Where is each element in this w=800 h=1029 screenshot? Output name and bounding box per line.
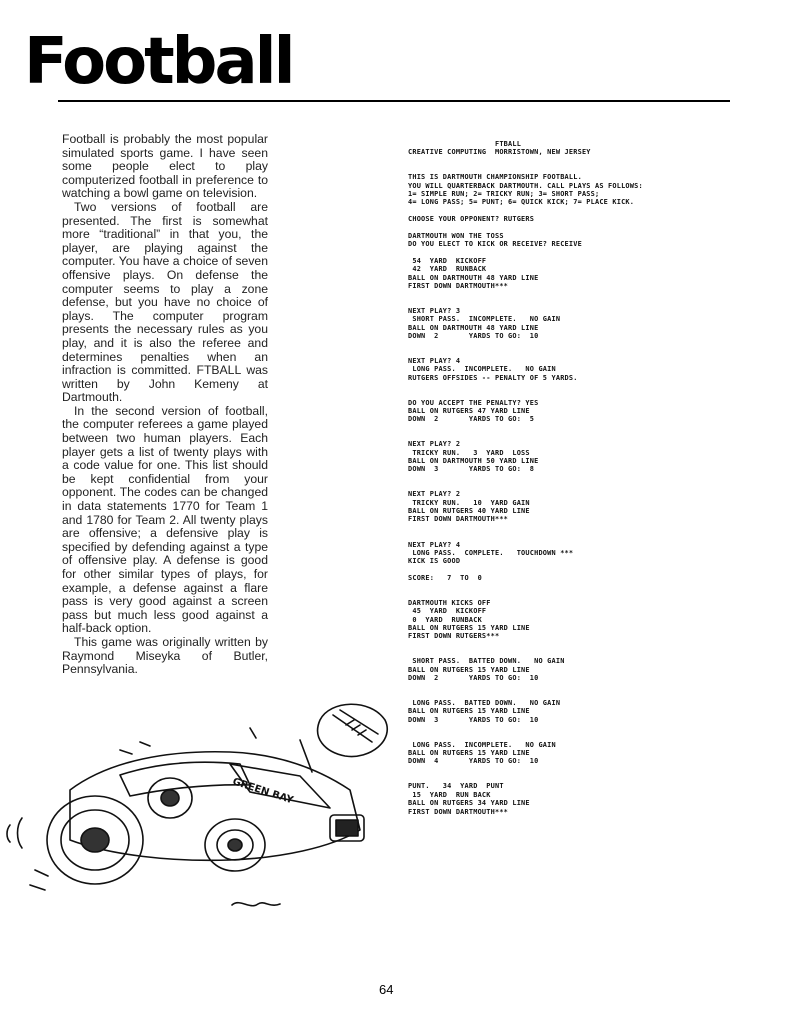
body-paragraph: In the second version of football, the computer referees a game played between two human players. Each player gets a list of twenty plays with a code value for one. This list should be kept confidential from your opponent. The codes can be changed in data statements 1770 for Team 1 and 1780 for Team 2. All twenty plays are offensive; a defensive play is specified by defending against a type of offensive play. A defense is good for other similar types of plays, for example, a defense against a flare pass is very good against a screen pass but much less good against a half-back option.	[62, 403, 268, 636]
listing-line: 1= SIMPLE RUN; 2= TRICKY RUN; 3= SHORT PASS;	[408, 190, 600, 199]
listing-line: 0 YARD RUNBACK	[408, 615, 482, 624]
listing-line: NEXT PLAY? 4	[408, 356, 461, 365]
listing-line: PUNT. 34 YARD PUNT	[408, 782, 504, 791]
listing-line	[408, 424, 768, 432]
listing-line: FIRST DOWN DARTMOUTH***	[408, 281, 509, 290]
listing-line	[408, 223, 768, 231]
listing-line: LONG PASS. BATTED DOWN. NO GAIN	[408, 699, 561, 708]
listing-line	[408, 774, 768, 782]
listing-line: FIRST DOWN DARTMOUTH***	[408, 515, 509, 524]
listing-line	[408, 482, 768, 490]
listing-line	[408, 766, 768, 774]
listing-line: 15 YARD RUN BACK	[408, 790, 491, 799]
listing-line	[408, 532, 768, 540]
listing-line: SHORT PASS. BATTED DOWN. NO GAIN	[408, 657, 565, 666]
listing-line	[408, 290, 768, 298]
listing-line: NEXT PLAY? 2	[408, 440, 461, 449]
body-paragraph: Football is probably the most popular simulated sports game. I have seen some people elect to play computerized football in preference to watching a bowl game on television.	[62, 132, 268, 201]
body-paragraph: Two versions of football are presented. The first is somewhat more “traditional” in that you, the player, are playing against the computer. You have a choice of seven offensive plays. On defense the computer seems to play a zone defense, but you have no choice of plays. The computer program presents the necessary rules as you play, and it is also the referee and determines penalties when an infraction is committed. FTBALL was written by John Kemeny at Dartmouth.	[62, 199, 268, 405]
listing-line: TRICKY RUN. 3 YARD LOSS	[408, 448, 530, 457]
listing-line: LONG PASS. COMPLETE. TOUCHDOWN ***	[408, 548, 574, 557]
listing-line	[408, 566, 768, 574]
listing-line	[408, 682, 768, 690]
listing-line	[408, 165, 768, 173]
listing-line: BALL ON RUTGERS 47 YARD LINE	[408, 407, 530, 415]
listing-line	[408, 732, 768, 740]
listing-line: BALL ON DARTMOUTH 50 YARD LINE	[408, 457, 539, 466]
listing-line: TRICKY RUN. 10 YARD GAIN	[408, 498, 530, 507]
listing-line	[408, 649, 768, 657]
listing-line: THIS IS DARTMOUTH CHAMPIONSHIP FOOTBALL.	[408, 173, 582, 182]
listing-line: DARTMOUTH KICKS OFF	[408, 598, 491, 607]
listing-line: FTBALL	[408, 140, 522, 148]
listing-line: RUTGERS OFFSIDES -- PENALTY OF 5 YARDS.	[408, 373, 578, 382]
listing-line: DOWN 4 YARDS TO GO: 10	[408, 757, 539, 766]
listing-line	[408, 340, 768, 348]
listing-line	[408, 207, 768, 215]
listing-line: SHORT PASS. INCOMPLETE. NO GAIN	[408, 315, 561, 324]
listing-line: DOWN 3 YARDS TO GO: 10	[408, 715, 539, 724]
listing-line: CREATIVE COMPUTING MORRISTOWN, NEW JERSEY	[408, 148, 591, 157]
listing-line: 4= LONG PASS; 5= PUNT; 6= QUICK KICK; 7= PLACE KICK.	[408, 198, 635, 207]
listing-line: KICK IS GOOD	[408, 557, 461, 566]
listing-line	[408, 691, 768, 699]
listing-line	[408, 382, 768, 390]
listing-line: 45 YARD KICKOFF	[408, 607, 487, 616]
listing-line	[408, 591, 768, 599]
listing-line: FIRST DOWN DARTMOUTH***	[408, 807, 509, 816]
listing-line: DO YOU ELECT TO KICK OR RECEIVE? RECEIVE	[408, 240, 582, 249]
listing-line: NEXT PLAY? 2	[408, 490, 461, 499]
listing-line: BALL ON RUTGERS 15 YARD LINE	[408, 623, 530, 632]
listing-line	[408, 349, 768, 357]
listing-line	[408, 474, 768, 482]
listing-line: 42 YARD RUNBACK	[408, 265, 487, 274]
listing-line	[408, 432, 768, 440]
listing-line	[408, 157, 768, 165]
listing-line	[408, 524, 768, 532]
listing-line: DO YOU ACCEPT THE PENALTY? YES	[408, 398, 539, 407]
listing-line: DOWN 2 YARDS TO GO: 5	[408, 415, 535, 424]
listing-line: SCORE: 7 TO 0	[408, 573, 482, 582]
program-output-listing	[408, 140, 768, 816]
listing-line	[408, 724, 768, 732]
listing-line	[408, 641, 768, 649]
listing-line: FIRST DOWN RUTGERS***	[408, 632, 500, 641]
listing-line: NEXT PLAY? 4	[408, 540, 461, 549]
listing-line: DOWN 2 YARDS TO GO: 10	[408, 331, 539, 340]
illustration-label: GREEN BAY	[231, 776, 295, 807]
page-number: 64	[379, 982, 394, 997]
listing-line: YOU WILL QUARTERBACK DARTMOUTH. CALL PLAYS AS FOLLOWS:	[408, 181, 643, 190]
listing-line	[408, 390, 768, 398]
listing-line: BALL ON RUTGERS 15 YARD LINE	[408, 707, 530, 716]
listing-line: 54 YARD KICKOFF	[408, 256, 487, 265]
listing-line: CHOOSE YOUR OPPONENT? RUTGERS	[408, 215, 535, 224]
article-body	[62, 133, 268, 677]
listing-line: DOWN 2 YARDS TO GO: 10	[408, 674, 539, 682]
listing-line	[408, 299, 768, 307]
listing-line: BALL ON RUTGERS 40 YARD LINE	[408, 507, 530, 516]
listing-line: BALL ON DARTMOUTH 48 YARD LINE	[408, 323, 539, 332]
page-title: Football	[24, 25, 293, 99]
listing-line: NEXT PLAY? 3	[408, 306, 461, 315]
listing-line	[408, 582, 768, 590]
title-rule	[58, 100, 730, 102]
listing-line: BALL ON RUTGERS 15 YARD LINE	[408, 749, 530, 758]
football-car-illustration	[0, 680, 400, 920]
listing-line: BALL ON RUTGERS 15 YARD LINE	[408, 665, 530, 674]
listing-line: LONG PASS. INCOMPLETE. NO GAIN	[408, 365, 556, 374]
listing-line: LONG PASS. INCOMPLETE. NO GAIN	[408, 740, 556, 749]
listing-line: BALL ON RUTGERS 34 YARD LINE	[408, 799, 530, 808]
listing-line	[408, 248, 768, 256]
listing-line: DARTMOUTH WON THE TOSS	[408, 231, 504, 240]
listing-line: BALL ON DARTMOUTH 48 YARD LINE	[408, 273, 539, 282]
body-paragraph: This game was originally written by Raymond Miseyka of Butler, Pennsylvania.	[62, 634, 268, 677]
listing-line: DOWN 3 YARDS TO GO: 8	[408, 465, 535, 474]
